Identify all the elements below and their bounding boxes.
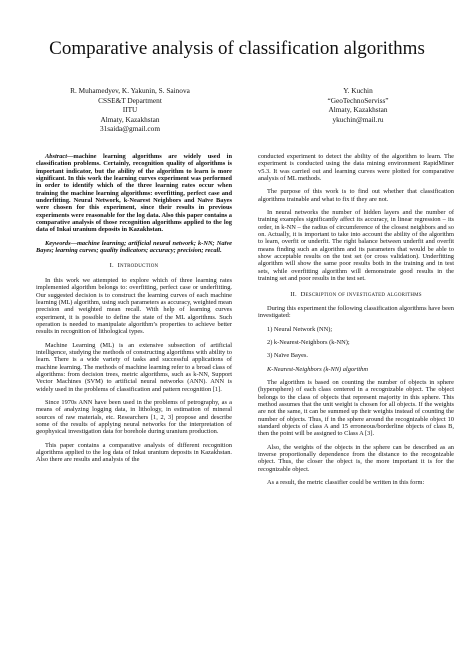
- paragraph: Also, the weights of the objects in the sphere can be described as an inverse proportionally dependence from the distance to the recognizable object. Thus, the closer the object is, the more important it is for the recognizable object.: [258, 443, 454, 473]
- section-heading-introduction: [36, 262, 232, 269]
- author-city: Almaty, Kazakhstan: [328, 105, 388, 115]
- paragraph: As a result, the metric classifier could be written in this form:: [267, 479, 425, 487]
- keywords: Keywords—machine learning; artificial neural network; k-NN; Naïve Bayes; learning curves; quality indicators; accuracy; precision; recall.: [36, 239, 232, 255]
- paragraph: Machine Learning (ML) is an extensive subsection of artificial intelligence, studying the methods of constructing algorithms with ability to learn. There is a wide variety of tasks and successful applications of machine learning. The methods of machine learning refer to a broad class of algorithms: from decision trees, metric algorithms, such as k-NN, Support Vector Machines (SVM) to artificial neural networks (ANN). ANN is widely used in the problems of classification and pattern recognition [1].: [36, 341, 232, 393]
- author-names: R. Muhamedyev, K. Yakunin, S. Sainova: [70, 86, 190, 95]
- paragraph: During this experiment the following classification algorithms have been investigated:: [258, 304, 454, 320]
- author-names: Y. Kuchin: [343, 86, 373, 95]
- section-number: II.: [290, 290, 297, 298]
- abstract-lead: Abstract: [45, 153, 68, 160]
- author-block-left: [30, 86, 230, 134]
- section-title: Description of investigated algorithms: [300, 290, 422, 298]
- paragraph: In this work we attempted to explore which of three learning rates implemented algorithm belongs to: overfitting, perfect case or underfitting. Our suggested decision is to construct the learning curves of each machine learning (ML) algorithm, using such parameters as accuracy, weighted mean precision and weighted mean recall. With help of learning curves experiment, it is possible to define the state of the ML algorithms. Such operation is needed to manipulate algorithm’s properties to achieve better results in recognition of lithological types.: [36, 276, 232, 336]
- paragraph: This paper contains a comparative analysis of different recognition algorithms applied to the log data of Inkai uranium deposits in Kazakhstan. Also there are results and analysis of the: [36, 441, 232, 464]
- author-city: Almaty, Kazakhstan: [100, 114, 160, 124]
- subsection-heading: K-Nearest-Neighbors (k-NN) algorithm: [267, 365, 368, 373]
- paragraph: conducted experiment to detect the ability of the algorithm to learn. The experiment is conducted using the data mining environment RapidMiner v5.3. It was carried out and learning curves were plotted for comparative analysis of ML methods.: [258, 153, 454, 183]
- list-item: 2) k-Nearest-Neighbors (k-NN);: [267, 338, 350, 346]
- paragraph: In neural networks the number of hidden layers and the number of training examples significantly affect its accuracy, in linear regression – its order, in k-NN – the radius of circumference of the closest neighbors and so on. Actually, it is important to take into account the ability of the algorithm to learn, overfit or underfit. The right balance between underfit and overfit means finding such an algorithm and its parameters that would be able to show acceptable results on the test set (or cross validation). Underfitting algorithm will show the same poor results both in the training and in test sets, while overfitting algorithm will demonstrate good results in the training set and poor results in the test set.: [258, 209, 454, 283]
- author-block-right: [278, 86, 438, 124]
- author-department: CSSE&T Department: [98, 95, 162, 105]
- abstract: [36, 153, 232, 234]
- paragraph: The algorithm is based on counting the number of objects in sphere (hypersphere) of each class centered in a recognizable object. The object belongs to the class of objects that represent majority in this sphere. This method assumes that the unit weight is chosen for all objects. If the weights are not the same, it can be summed up their weights instead of counting the number of objects. Thus, if in the sphere around the recognizable object 10 standard objects of class A and 15 erroneous/borderline objects of class B, then the point will be assigned to Class A [3].: [258, 378, 454, 438]
- author-email[interactable]: ykuchin@mail.ru: [332, 114, 384, 124]
- section-heading-algorithms: [258, 291, 454, 298]
- paper-title: Comparative analysis of classification algorithms: [49, 38, 425, 59]
- author-email[interactable]: 31saida@gmail.com: [99, 124, 160, 134]
- author-organization: IITU: [122, 105, 138, 115]
- left-column: [36, 153, 232, 470]
- abstract-text: —machine learning algorithms are widely used in classification problems. Certainly, recognition quality of algorithms is important indicator, but the ability of the algorithm to learn is more significant. In this work the learning curves experiment was performed in order to identify which of the three learning rates occur when training the machine learning algorithms: overfitting, perfect case and underfitting. Neural Network, k-Nearest Neighbors and Naïve Bayes were chosen for this experiment, since their results in previous experiments were reasonable for the log data. Also this paper contains a comparative analysis of those recognition algorithms applied to the log data of Inkai uranium deposits in Kazakhstan.: [36, 153, 232, 234]
- right-column: [258, 153, 454, 492]
- paragraph: The purpose of this work is to find out whether that classification algorithms trainable and what to fix if they are not.: [258, 188, 454, 203]
- list-item: 1) Neural Network (NN);: [267, 325, 333, 333]
- section-number: I.: [109, 262, 114, 270]
- section-title: Introduction: [117, 262, 159, 270]
- author-organization: “GeoTechnoServiss”: [327, 95, 389, 105]
- list-item: 3) Naïve Bayes.: [267, 352, 308, 360]
- paragraph: Since 1970s ANN have been used in the problems of petrography, as a means of analyzing logging data, in lithology, in estimation of mineral sources of raw materials, etc. Researchers [1, 2, 3] propose and describe some of the results of applying neural networks for the interpretation of geophysical investigation data for borehole during uranium production.: [36, 398, 232, 436]
